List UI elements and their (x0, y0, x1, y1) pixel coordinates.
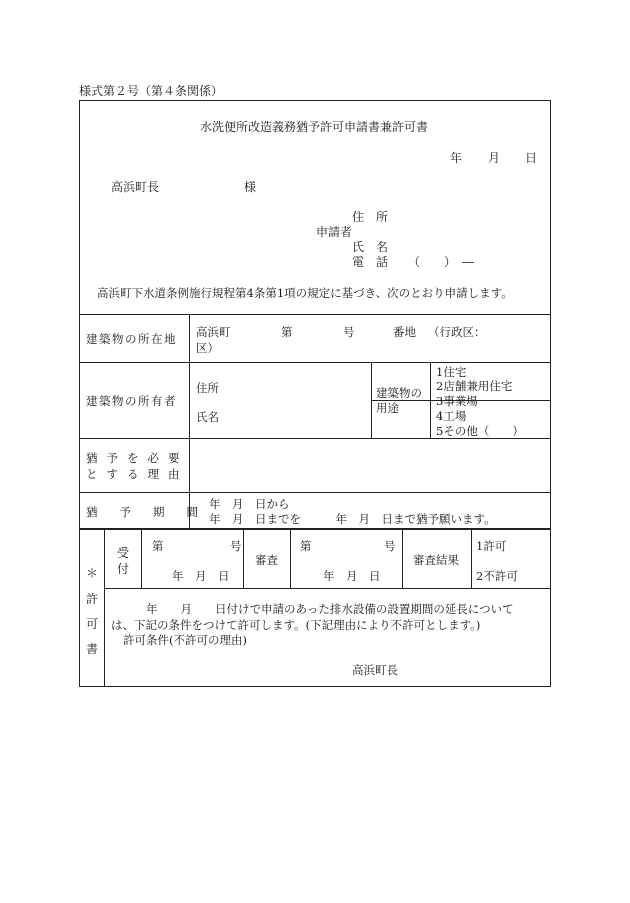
rule-review-label-left (243, 528, 244, 588)
usage-option: 2店舗兼用住宅 (436, 379, 513, 393)
rule-permit-side (104, 528, 105, 687)
permit-side-char: 書 (86, 642, 99, 656)
rule-result-label-right (471, 528, 472, 588)
period-line-1: 年 月 日から (209, 497, 290, 511)
addressee-honorific: 様 (244, 180, 257, 194)
receipt-label-char: 受 (117, 546, 130, 560)
location-dai: 第 (281, 325, 293, 339)
location-ward: （行政区： (428, 325, 486, 339)
location-gou: 号 (343, 325, 355, 339)
addressee-name: 高浜町長 (111, 180, 160, 194)
applicant-phone-format: （ ） ― (408, 255, 475, 269)
reason-label-2: とする理由 (86, 467, 189, 481)
rule-permit-body-top (104, 588, 551, 589)
rule-result-label-left (402, 528, 403, 588)
rule-receipt-label (141, 528, 142, 588)
date-day: 日 (525, 151, 538, 165)
rule-usage-left (371, 362, 372, 438)
rule-owner-top (79, 362, 551, 363)
form-number: 様式第２号（第４条関係） (79, 84, 224, 98)
receipt-date: 年 月 日 (172, 569, 230, 583)
date-month: 月 (488, 151, 501, 165)
permit-body-line-1: 年 月 日付けで申請のあった排水設備の設置期間の延長について (146, 602, 514, 616)
rule-label-column (189, 314, 190, 528)
period-line-2: 年 月 日までを 年 月 日まで猶予願います。 (209, 512, 496, 526)
rule-location-top (79, 314, 551, 315)
permit-conditions-label: 許可条件(不許可の理由) (123, 633, 247, 647)
permit-side-char: 許 (86, 592, 99, 606)
usage-option: 4工場 (436, 409, 467, 423)
review-number-gou: 号 (384, 539, 396, 553)
applicant-group-label: 申請者 (316, 225, 353, 239)
location-label: 建築物の所在地 (86, 332, 177, 346)
rule-usage-right (430, 362, 431, 438)
review-result-label: 審査結果 (413, 553, 459, 567)
applicant-name-label: 氏 名 (352, 240, 389, 254)
review-date: 年 月 日 (323, 569, 381, 583)
period-label: 猶予期間 (86, 505, 220, 519)
applicant-address-label: 住 所 (352, 210, 389, 224)
result-option-deny: 2不許可 (476, 569, 518, 583)
form-title: 水洗便所改造義務猶予許可申請書兼許可書 (200, 120, 429, 134)
location-banchi: 番地 (393, 325, 416, 339)
location-town: 高浜町 (196, 325, 231, 339)
receipt-number-gou: 号 (230, 539, 242, 553)
result-option-approve: 1許可 (476, 539, 507, 553)
reason-label-1: 猶予を必要 (86, 451, 189, 465)
date-year: 年 (450, 151, 463, 165)
usage-option: 5その他（ ） (436, 424, 524, 438)
permit-signer: 高浜町長 (352, 663, 398, 677)
owner-label: 建築物の所有者 (86, 394, 177, 408)
usage-option: 1住宅 (436, 365, 467, 379)
location-ward-end: 区） (196, 341, 219, 355)
rule-permit-top (79, 528, 551, 530)
receipt-label-char: 付 (117, 562, 130, 576)
usage-label-1: 建築物の (376, 386, 422, 400)
rule-review-label-right (290, 528, 291, 588)
intro-text: 高浜町下水道条例施行規程第4条第1項の規定に基づき、次のとおり申請します。 (97, 286, 513, 300)
permit-side-char: 可 (86, 617, 99, 631)
receipt-number-dai: 第 (152, 539, 164, 553)
applicant-phone-label: 電 話 (352, 255, 389, 269)
owner-name-label: 氏名 (196, 410, 219, 424)
owner-address-label: 住所 (196, 381, 219, 395)
review-label: 審査 (255, 553, 278, 567)
usage-option: 3事業場 (436, 394, 478, 408)
permit-marker: ＊ (86, 566, 99, 580)
permit-body-line-2: は、下記の条件をつけて許可します。(下記理由により不許可とします。) (111, 618, 481, 632)
rule-period-top (79, 492, 551, 493)
usage-label-2: 用途 (376, 401, 399, 415)
review-number-dai: 第 (300, 539, 312, 553)
